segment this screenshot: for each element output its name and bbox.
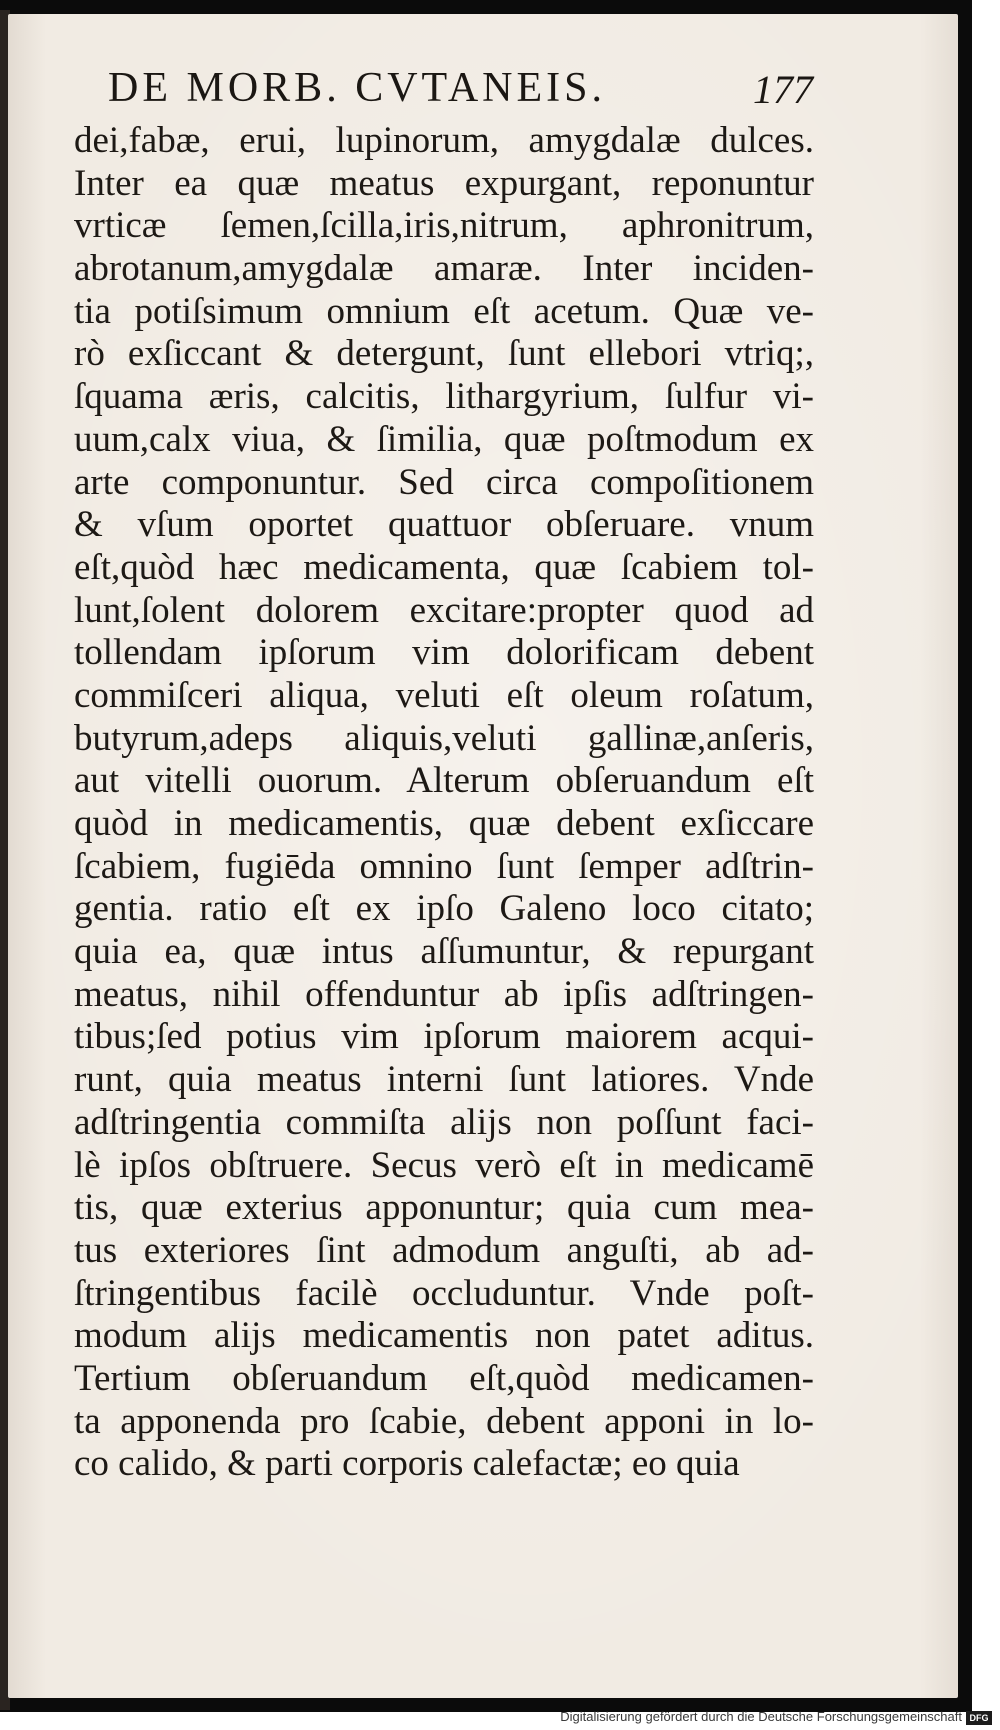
text-line: vrticæ ſemen,ſcilla,iris,nitrum, aphronitrum, xyxy=(74,205,814,247)
text-line: modum alijs medicamentis non patet aditus. xyxy=(74,1315,814,1357)
text-line: lunt,ſolent dolorem excitare:propter quod ad xyxy=(74,589,814,631)
text-line: Tertium obſeruandum eſt,quòd medicamen- xyxy=(74,1357,814,1399)
text-line: arte componuntur. Sed circa compoſitionem xyxy=(74,461,814,503)
text-line: uum,calx viua, & ſimilia, quæ poſtmodum ex xyxy=(74,418,814,460)
text-line: tus exteriores ſint admodum anguſti, ab ad- xyxy=(74,1229,814,1271)
text-line: gentia. ratio eſt ex ipſo Galeno loco citato; xyxy=(74,888,814,930)
text-line: aut vitelli ouorum. Alterum obſeruandum eſt xyxy=(74,760,814,802)
funding-note: Digitalisierung gefördert durch die Deutsche Forschungsgemeinschaft xyxy=(560,1709,962,1724)
text-line: tibus;ſed potius vim ipſorum maiorem acqui- xyxy=(74,1016,814,1058)
text-line: & vſum oportet quattuor obſeruare. vnum xyxy=(74,504,814,546)
text-line: quòd in medicamentis, quæ debent exſiccare xyxy=(74,803,814,844)
text-line: butyrum,adeps aliquis,veluti gallinæ,anſeris, xyxy=(74,717,814,759)
text-line: runt, quia meatus interni ſunt latiores. Vnde xyxy=(74,1059,814,1101)
text-line: eſt,quòd hæc medicamenta, quæ ſcabiem tol- xyxy=(74,546,814,588)
text-line: ſtringentibus facilè occluduntur. Vnde poſt- xyxy=(74,1272,814,1314)
text-line: adſtringentia commiſta alijs non poſſunt faci- xyxy=(74,1101,814,1143)
text-line: ta apponenda pro ſcabie, debent apponi in lo- xyxy=(74,1400,814,1442)
text-line: Inter ea quæ meatus expurgant, reponuntur xyxy=(74,162,814,204)
page-header xyxy=(108,64,813,114)
running-title: DE MORB. CVTANEIS. xyxy=(108,65,606,111)
text-line: tis, quæ exterius apponuntur; quia cum mea- xyxy=(74,1187,814,1229)
page-number: 177 xyxy=(753,67,813,112)
dfg-logo: DFG xyxy=(966,1711,992,1725)
text-line: ſcabiem, fugiēda omnino ſunt ſemper adſtrin- xyxy=(74,845,814,887)
body-text xyxy=(74,120,814,1486)
text-line: rò exſiccant & detergunt, ſunt ellebori vtriq;, xyxy=(74,333,814,375)
text-line: quia ea, quæ intus aſſumuntur, & repurgant xyxy=(74,931,814,973)
text-line: abrotanum,amygdalæ amaræ. Inter inciden- xyxy=(74,248,814,290)
text-line: lè ipſos obſtruere. Secus verò eſt in medicamē xyxy=(74,1144,814,1186)
text-line: ſquama æris, calcitis, lithargyrium, ſulfur vi- xyxy=(74,376,814,418)
text-line: tollendam ipſorum vim dolorificam debent xyxy=(74,632,814,674)
text-line: dei,fabæ, erui, lupinorum, amygdalæ dulces. xyxy=(74,120,814,161)
text-line: meatus, nihil offenduntur ab ipſis adſtringen- xyxy=(74,973,814,1015)
text-line: co calido, & parti corporis calefactæ; eo quia xyxy=(74,1443,740,1485)
text-line: tia potiſsimum omnium eſt acetum. Quæ ve- xyxy=(74,290,814,332)
text-line: commiſceri aliqua, veluti eſt oleum roſatum, xyxy=(74,674,814,716)
